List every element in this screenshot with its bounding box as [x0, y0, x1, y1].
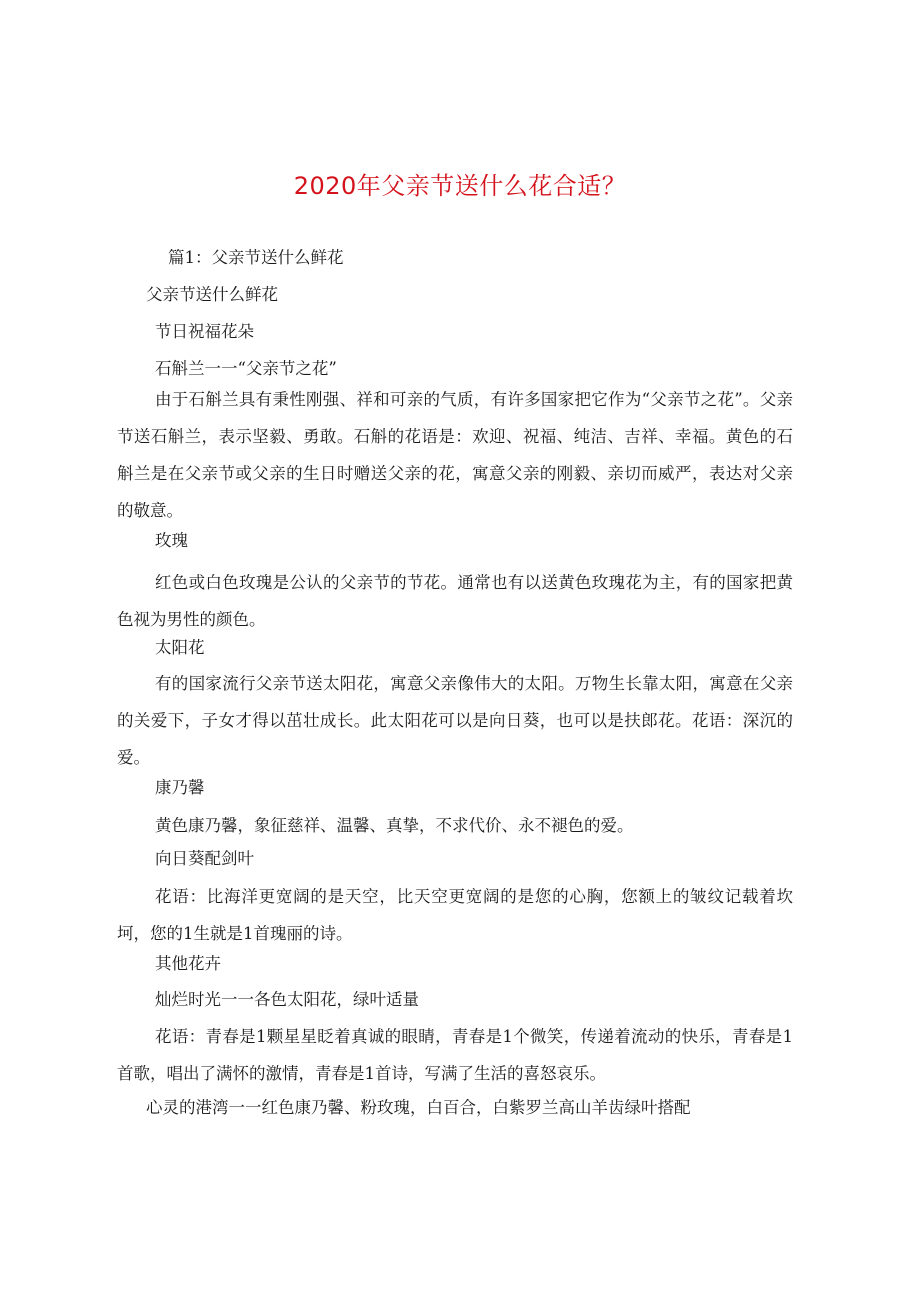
dendrobium-paragraph: 由于石斛兰具有秉性刚强、祥和可亲的气质，有许多国家把它作为“父亲节之花”。父亲节送石斛兰，表示坚毅、勇敢。石斛的花语是：欢迎、祝福、纯洁、吉祥、幸福。黄色的石斛兰是在父亲节或父亲的生日时赠送父亲的花，寓意父亲的刚毅、亲切而威严，表达对父亲的敬意。 [117, 390, 793, 520]
brilliant-time-paragraph: 花语：青春是1颗星星眨着真诚的眼睛，青春是1个微笑，传递着流动的快乐，青春是1首歌，唱出了满怀的激情，青春是1首诗，写满了生活的喜怒哀乐。 [117, 1027, 793, 1083]
document-title: 2020年父亲节送什么花合适？ [293, 172, 627, 200]
sun-flower-paragraph: 有的国家流行父亲节送太阳花，寓意父亲像伟大的太阳。万物生长靠太阳，寓意在父亲的关爱下，子女才得以茁壮成长。此太阳花可以是向日葵，也可以是扶郎花。花语：深沉的爱。 [117, 674, 793, 767]
carnation-paragraph: 黄色康乃馨，象征慈祥、温馨、真挚，不求代价、永不褪色的爱。 [155, 816, 634, 835]
subheading: 父亲节送什么鲜花 [146, 285, 278, 304]
other-flowers-heading: 其他花卉 [155, 954, 221, 973]
sun-flower-heading: 太阳花 [155, 638, 205, 657]
sunflower-sword-leaf-paragraph: 花语：比海洋更宽阔的是天空，比天空更宽阔的是您的心胸，您额上的皱纹记载着坎坷，您的1生就是1首瑰丽的诗。 [117, 887, 793, 943]
section-heading-holiday: 节日祝福花朵 [155, 322, 254, 341]
rose-heading: 玫瑰 [155, 531, 188, 550]
chapter-heading: 篇1：父亲节送什么鲜花 [168, 248, 344, 267]
dendrobium-heading: 石斛兰一一“父亲节之花” [155, 359, 337, 378]
brilliant-time-heading: 灿烂时光一一各色太阳花，绿叶适量 [155, 990, 419, 1009]
sunflower-sword-leaf-heading: 向日葵配剑叶 [155, 849, 254, 868]
rose-paragraph: 红色或白色玫瑰是公认的父亲节的节花。通常也有以送黄色玫瑰花为主，有的国家把黄色视为男性的颜色。 [117, 573, 793, 629]
heart-harbor-line: 心灵的港湾一一红色康乃馨、粉玫瑰，白百合，白紫罗兰高山羊齿绿叶搭配 [146, 1098, 691, 1117]
carnation-heading: 康乃馨 [155, 778, 205, 797]
